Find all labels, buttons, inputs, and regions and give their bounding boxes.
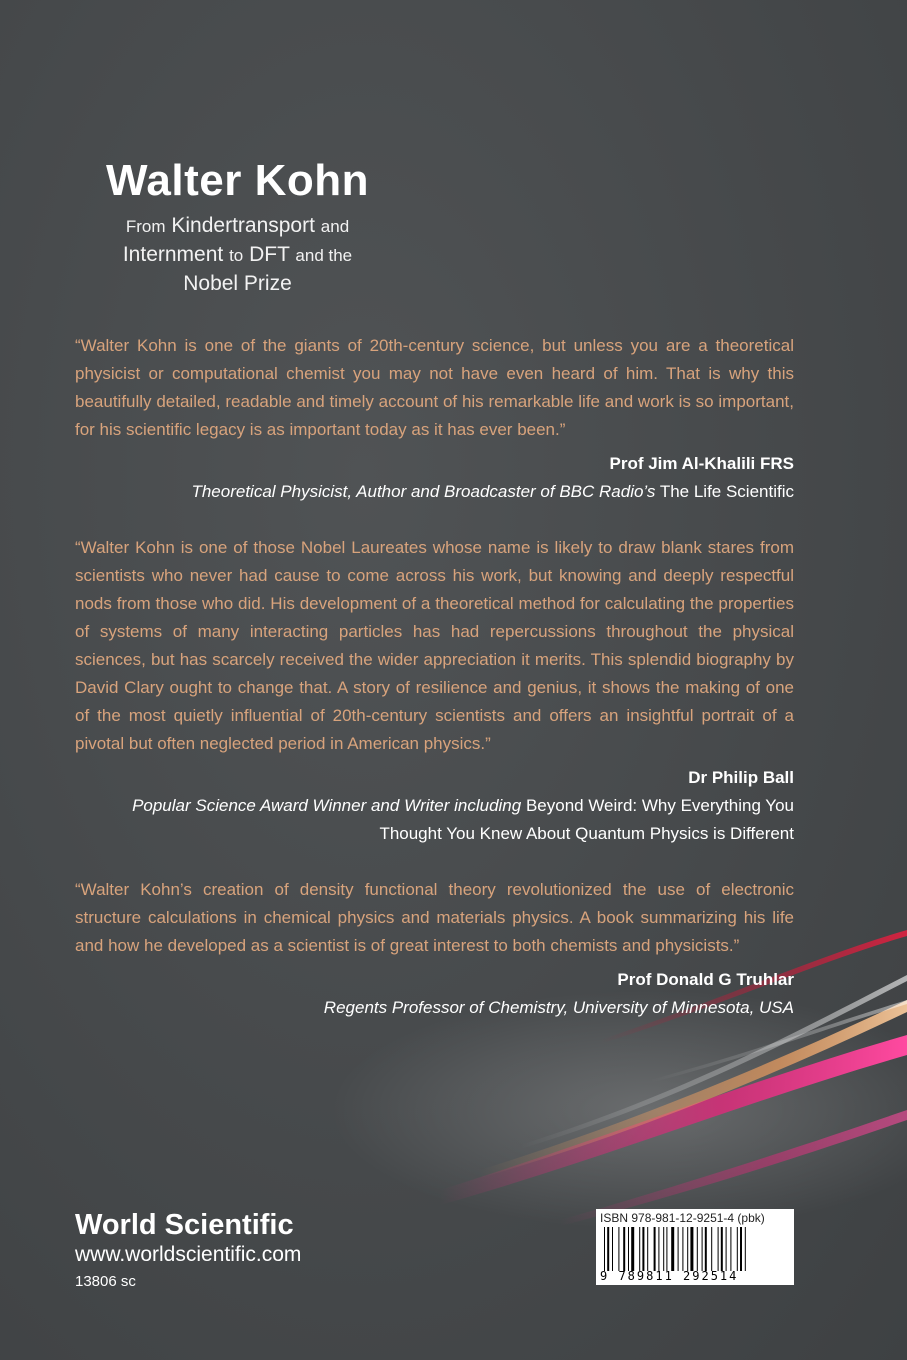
publisher-name: World Scientific (75, 1209, 294, 1241)
barcode-bar (721, 1227, 723, 1271)
barcode-bar (658, 1227, 659, 1271)
barcode-digits: 9 789811 292514 (600, 1269, 739, 1283)
endorser-name: Prof Jim Al-Khalili FRS (609, 454, 794, 473)
subtitle-word: Kindertransport (171, 214, 315, 237)
barcode-bar (737, 1227, 738, 1271)
publisher-block (75, 1208, 301, 1294)
barcode-bar (730, 1227, 731, 1271)
endorser-role (75, 478, 794, 506)
barcode-bar (718, 1227, 719, 1271)
endorser-role-title: The Life Scientific (655, 482, 794, 501)
barcode-bar (612, 1227, 613, 1271)
barcode-bar (631, 1227, 634, 1271)
endorsement-quote: “Walter Kohn’s creation of density functional theory revolutionized the use of electronic structure calculations in chemical physics and materials physics. A book summarizing his life and how he developed as a scientist is of great interest to both chemists and physicists.” (75, 880, 794, 955)
barcode-bar (740, 1227, 742, 1271)
endorser-name: Prof Donald G Truhlar (617, 970, 794, 989)
barcode-bar (666, 1227, 667, 1271)
endorsement-quote: “Walter Kohn is one of those Nobel Laureates whose name is likely to draw blank stares from scientists who never had cause to come across his work, but knowing and deeply respectful nods from those who did. His development of a theoretical method for calculating the properties of systems of many interacting particles has had repercussions throughout the physical sciences, but has scarcely received the wider appreciation it merits. This splendid biography by David Clary ought to change that. A story of resilience and genius, it shows the making of one of the most quietly influential of 20th-century scientists and offers an insightful portrait of a pivotal but often neglected period in American physics.” (75, 538, 794, 753)
subtitle-word: to (229, 246, 244, 265)
barcode-bar (642, 1227, 644, 1271)
barcode-bar (711, 1227, 712, 1271)
barcode-bar (604, 1227, 605, 1271)
barcode-bar (607, 1227, 609, 1271)
book-title: Walter Kohn (106, 156, 369, 205)
barcode-bar (690, 1227, 693, 1271)
barcode-bar (687, 1227, 688, 1271)
barcode-bar (647, 1227, 648, 1271)
barcode-bar (678, 1227, 679, 1271)
title-block (70, 152, 405, 298)
endorser-role-italic: Popular Science Award Winner and Writer including (132, 796, 522, 815)
barcode-bar (726, 1227, 727, 1271)
barcode-bar (623, 1227, 625, 1271)
barcode-bar (639, 1227, 640, 1271)
endorser-role-italic: Regents Professor of Chemistry, University of Minnesota, USA (323, 998, 794, 1017)
publisher-url: www.worldscientific.com (75, 1243, 302, 1266)
barcode-bar (628, 1227, 629, 1271)
barcode-bar (697, 1227, 698, 1271)
barcode-bar (705, 1227, 707, 1271)
endorser-role-title: Beyond Weird: Why Everything You Thought You Knew About Quantum Physics is Different (379, 796, 794, 843)
isbn-label: ISBN 978-981-12-9251-4 (pbk) (600, 1211, 765, 1225)
subtitle-word: and the (295, 246, 353, 265)
endorser-role (75, 994, 794, 1022)
subtitle-word: Internment (122, 243, 224, 266)
isbn-barcode (596, 1209, 794, 1285)
endorsement-quote: “Walter Kohn is one of the giants of 20th-century science, but unless you are a theoretical physicist or computational chemist you may not have even heard of him. That is why this beautifully detailed, readable and timely account of his remarkable life and work is so important, for his scientific legacy is as important today as it has ever been.” (75, 336, 794, 439)
barcode-bars (600, 1227, 790, 1271)
barcode-bar (682, 1227, 683, 1271)
endorser-role (75, 792, 794, 848)
barcode-bar (671, 1227, 674, 1271)
subtitle-word: Nobel Prize (183, 272, 292, 295)
barcode-bar (702, 1227, 703, 1271)
book-subtitle (70, 212, 405, 298)
barcode-bar (663, 1227, 664, 1271)
subtitle-word: and (320, 217, 350, 236)
subtitle-word: DFT (249, 243, 290, 266)
barcode-bar (618, 1227, 619, 1271)
subtitle-word: From (125, 217, 166, 236)
endorser-role-italic: Theoretical Physicist, Author and Broadcaster of BBC Radio’s (191, 482, 656, 501)
endorser-name: Dr Philip Ball (688, 768, 794, 787)
catalog-code: 13806 sc (75, 1273, 136, 1290)
barcode-bar (745, 1227, 746, 1271)
endorsements (75, 332, 794, 1022)
barcode-bar (654, 1227, 656, 1271)
